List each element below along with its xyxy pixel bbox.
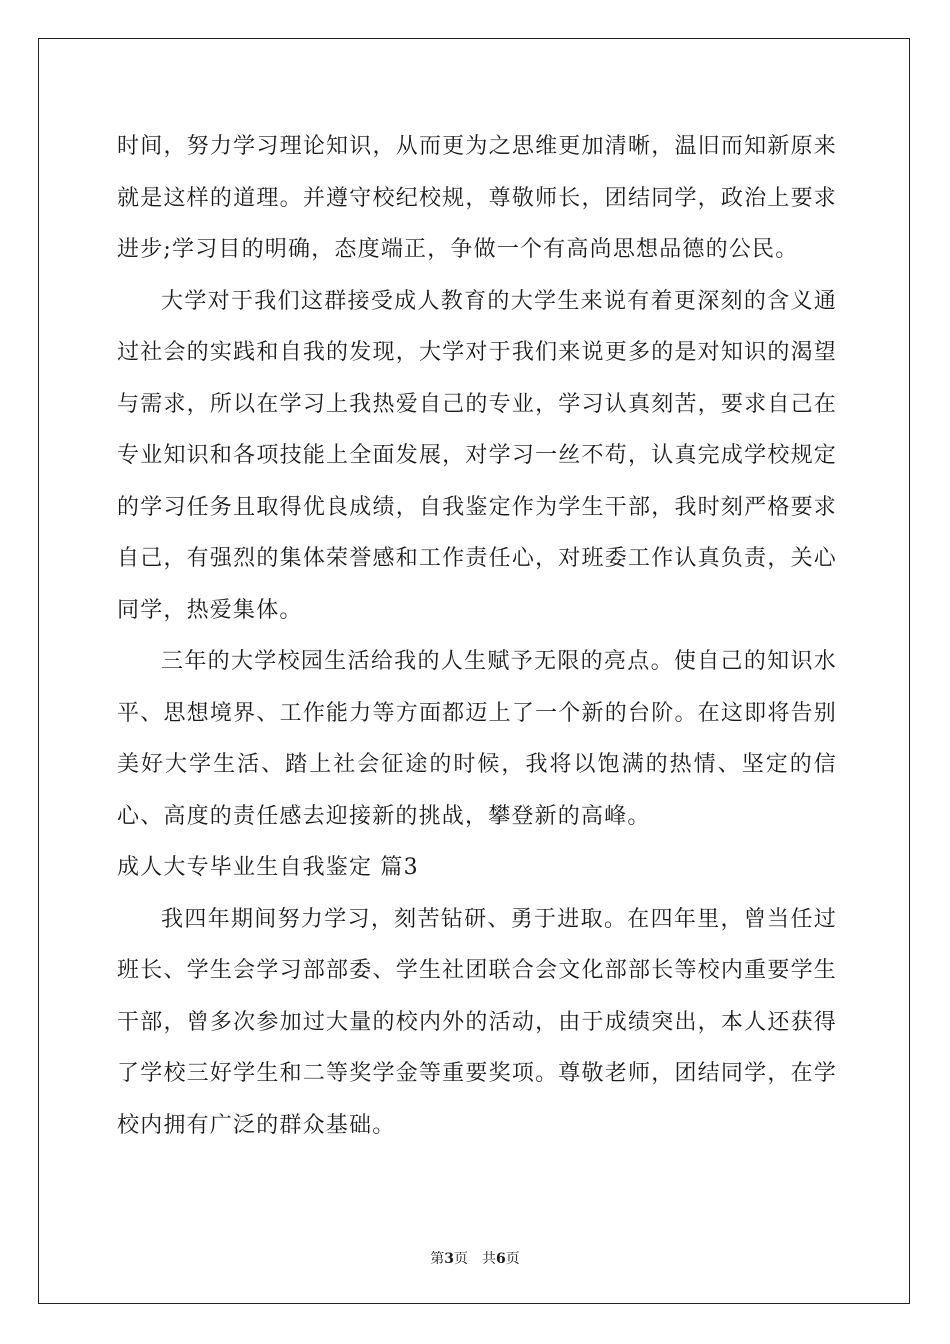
paragraph-three-years: 三年的大学校园生活给我的人生赋予无限的亮点。使自己的知识水平、思想境界、工作能力等方面都迈上了一个新的台阶。在这即将告别美好大学生活、踏上社会征途的时候，我将以饱满的热情、坚定的信心、高度的责任感去迎接新的挑战，攀登新的高峰。 bbox=[117, 649, 837, 829]
section-heading: 成人大专毕业生自我鉴定 篇3 bbox=[117, 855, 419, 880]
page-suffix: 页 bbox=[505, 1251, 520, 1267]
paragraph-four-years: 我四年期间努力学习，刻苦钻研、勇于进取。在四年里，曾当任过班长、学生会学习部部委、学生社团联合会文化部部长等校内重要学生干部，曾多次参加过大量的校内外的活动，由于成绩突出，本人还获得了学校三好学生和二等奖学金等重要奖项。尊敬老师，团结同学，在学校内拥有广泛的群众基础。 bbox=[117, 906, 837, 1138]
paragraph-continued: 时间，努力学习理论知识，从而更为之思维更加清晰，温旧而知新原来就是这样的道理。并遵守校纪校规，尊敬师长，团结同学，政治上要求进步;学习目的明确，态度端正，争做一个有高尚思想品德的公民。 bbox=[117, 134, 837, 262]
page-mid: 页 共 bbox=[454, 1251, 496, 1267]
current-page-number: 3 bbox=[444, 1251, 454, 1267]
page-prefix: 第 bbox=[430, 1251, 445, 1267]
paragraph-university-meaning: 大学对于我们这群接受成人教育的大学生来说有着更深刻的含义通过社会的实践和自我的发现，大学对于我们来说更多的是对知识的渴望与需求，所以在学习上我热爱自己的专业，学习认真刻苦，要求自己在专业知识和各项技能上全面发展，对学习一丝不苟，认真完成学校规定的学习任务且取得优良成绩，自我鉴定作为学生干部，我时刻严格要求自己，有强烈的集体荣誉感和工作责任心，对班委工作认真负责，关心同学，热爱集体。 bbox=[117, 288, 837, 623]
page-footer bbox=[0, 1248, 950, 1268]
document-body bbox=[117, 121, 837, 1151]
total-page-number: 6 bbox=[496, 1251, 506, 1267]
